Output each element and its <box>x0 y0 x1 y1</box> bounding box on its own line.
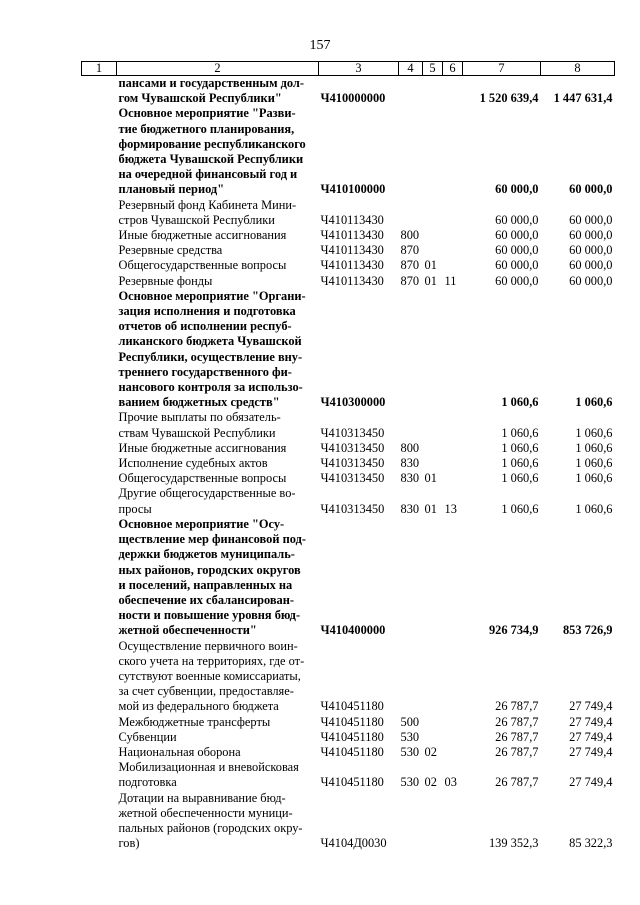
row-value-2022: 60 000,0 <box>495 182 539 197</box>
row-name <box>117 274 319 289</box>
page-number: 157 <box>309 38 331 53</box>
row-rz: 02 <box>424 775 437 790</box>
row-vr <box>399 791 423 852</box>
row-name-line: держки бюджетов муниципаль- <box>118 547 295 562</box>
row-pr <box>443 715 463 730</box>
row-name-line: бюджета Чувашской Республики <box>118 152 304 167</box>
table-body <box>82 62 615 852</box>
col1-cell <box>82 410 117 440</box>
row-name-line: зация исполнения и подготовка <box>118 304 296 319</box>
header-cell: 7 <box>463 62 541 76</box>
row-code: Ч410313450 <box>320 471 385 486</box>
row-name-line: и поселений, направленных на <box>118 577 293 592</box>
row-vr: 530 <box>400 775 420 790</box>
table-row <box>82 639 615 715</box>
row-value-2023: 1 060,6 <box>575 395 613 410</box>
row-value-2022: 60 000,0 <box>495 228 539 243</box>
row-pr <box>443 745 463 760</box>
row-rz: 01 <box>424 471 437 486</box>
row-vr <box>399 517 423 639</box>
row-vr: 530 <box>400 729 420 744</box>
row-vr: 500 <box>400 714 420 729</box>
row-name <box>117 715 319 730</box>
row-rz <box>423 410 443 440</box>
row-name-line: Республики, осуществление вну- <box>118 349 303 364</box>
row-value-2022: 1 060,6 <box>501 501 539 516</box>
row-vr <box>399 639 423 715</box>
row-rz <box>423 715 443 730</box>
row-pr <box>443 258 463 273</box>
row-vr: 800 <box>400 228 420 243</box>
row-name <box>117 258 319 273</box>
row-name <box>117 745 319 760</box>
row-vr: 830 <box>400 471 420 486</box>
row-name <box>117 106 319 197</box>
row-value-2022: 26 787,7 <box>495 714 539 729</box>
row-name-line: ванием бюджетных средств" <box>118 395 280 410</box>
row-name-line: сутствуют военные комиссариаты, <box>118 668 301 683</box>
row-name-line: пальных районов (городских окру- <box>118 820 303 835</box>
table-row <box>82 456 615 471</box>
row-name <box>117 730 319 745</box>
row-rz: 01 <box>424 273 437 288</box>
row-name-line: ных районов, городских округов <box>118 562 301 577</box>
row-name <box>117 243 319 258</box>
row-name <box>117 198 319 228</box>
row-name-line: Дотации на выравнивание бюд- <box>118 790 286 805</box>
row-name-line: Резервный фонд Кабинета Мини- <box>118 197 297 212</box>
table-row <box>82 76 615 107</box>
row-name <box>117 410 319 440</box>
row-name-line: отчетов об исполнении респуб- <box>118 319 292 334</box>
col1-cell <box>82 243 117 258</box>
row-name-line: ликанского бюджета Чувашской <box>118 334 302 349</box>
row-value-2023: 27 749,4 <box>569 744 613 759</box>
row-name-line: просы <box>118 501 152 516</box>
row-code: Ч410451180 <box>320 714 384 729</box>
row-name <box>117 760 319 790</box>
col1-cell <box>82 441 117 456</box>
header-cell: 1 <box>82 62 117 76</box>
row-vr: 870 <box>400 273 420 288</box>
row-name-line: Национальная оборона <box>118 744 241 759</box>
table-row <box>82 517 615 639</box>
row-name <box>117 639 319 715</box>
row-pr <box>443 243 463 258</box>
row-vr <box>399 198 423 228</box>
row-name-line: мой из федерального бюджета <box>118 699 279 714</box>
col1-cell <box>82 198 117 228</box>
header-cell: 8 <box>541 62 615 76</box>
row-name-line: Прочие выплаты по обязатель- <box>118 410 281 425</box>
row-rz: 01 <box>424 501 437 516</box>
col1-cell <box>82 760 117 790</box>
col1-cell <box>82 745 117 760</box>
row-vr <box>399 76 423 107</box>
header-cell: 4 <box>399 62 423 76</box>
row-pr <box>443 791 463 852</box>
row-rz <box>423 730 443 745</box>
table-row <box>82 228 615 243</box>
row-rz <box>423 243 443 258</box>
table-row <box>82 471 615 486</box>
row-rz <box>423 441 443 456</box>
row-name-line: тие бюджетного планирования, <box>118 121 295 136</box>
row-value-2023: 60 000,0 <box>569 182 613 197</box>
col1-cell <box>82 228 117 243</box>
row-name-line: Иные бюджетные ассигнования <box>118 228 287 243</box>
row-name-line: за счет субвенции, предоставляе- <box>118 684 294 699</box>
row-pr: 11 <box>444 273 457 288</box>
row-value-2023: 60 000,0 <box>569 243 613 258</box>
row-value-2023: 85 322,3 <box>569 836 613 851</box>
row-name-line: Резервные средства <box>118 243 223 258</box>
row-code: Ч410000000 <box>320 91 386 106</box>
row-value-2023: 853 726,9 <box>562 623 613 638</box>
row-name-line: Общегосударственные вопросы <box>118 471 287 486</box>
row-pr <box>443 410 463 440</box>
row-name-line: пансами и государственным дол- <box>118 76 304 90</box>
col1-cell <box>82 258 117 273</box>
row-rz <box>423 76 443 107</box>
row-code: Ч410113430 <box>320 243 384 258</box>
table-row <box>82 198 615 228</box>
row-name-line: Основное мероприятие "Осу- <box>118 516 285 531</box>
row-name <box>117 289 319 411</box>
row-code: Ч410313450 <box>320 501 385 516</box>
row-name-line: Резервные фонды <box>118 273 213 288</box>
row-value-2023: 27 749,4 <box>569 775 613 790</box>
row-vr: 830 <box>400 501 420 516</box>
row-value-2022: 1 060,6 <box>501 456 539 471</box>
row-pr <box>443 730 463 745</box>
row-name-line: Осуществление первичного воин- <box>118 638 298 653</box>
row-value-2022: 26 787,7 <box>495 729 539 744</box>
row-code: Ч410451180 <box>320 775 384 790</box>
row-name-line: Межбюджетные трансферты <box>118 714 271 729</box>
col1-cell <box>82 730 117 745</box>
row-value-2022: 60 000,0 <box>495 258 539 273</box>
row-name-line: Иные бюджетные ассигнования <box>118 440 287 455</box>
row-vr: 530 <box>400 744 420 759</box>
header-row <box>82 62 615 76</box>
row-value-2022: 60 000,0 <box>495 243 539 258</box>
row-code: Ч4104Д0030 <box>320 836 387 851</box>
row-name <box>117 228 319 243</box>
row-name-line: жетной обеспеченности" <box>118 623 257 638</box>
row-name-line: Другие общегосударственные во- <box>118 486 296 501</box>
budget-table <box>81 61 615 851</box>
header-cell: 3 <box>319 62 399 76</box>
row-value-2023: 1 447 631,4 <box>553 91 613 106</box>
row-code: Ч410400000 <box>320 623 386 638</box>
row-value-2023: 27 749,4 <box>569 699 613 714</box>
col1-cell <box>82 456 117 471</box>
col1-cell <box>82 274 117 289</box>
table-row <box>82 715 615 730</box>
row-rz <box>423 791 443 852</box>
row-pr <box>443 441 463 456</box>
row-name-line: ществление мер финансовой под- <box>118 532 306 547</box>
row-rz: 02 <box>424 744 437 759</box>
row-value-2023: 1 060,6 <box>575 440 613 455</box>
row-name-line: формирование республиканского <box>118 136 306 151</box>
row-pr: 03 <box>444 775 457 790</box>
table-row <box>82 745 615 760</box>
row-value-2022: 1 060,6 <box>501 425 539 440</box>
table-row <box>82 410 615 440</box>
row-name-line: плановый период" <box>118 182 225 197</box>
row-value-2022: 1 060,6 <box>501 471 539 486</box>
col1-cell <box>82 639 117 715</box>
row-value-2023: 60 000,0 <box>569 273 613 288</box>
row-name-line: Основное мероприятие "Разви- <box>118 106 296 121</box>
col1-cell <box>82 486 117 516</box>
row-value-2022: 60 000,0 <box>495 273 539 288</box>
row-code: Ч410300000 <box>320 395 386 410</box>
table-row <box>82 258 615 273</box>
row-code: Ч410113430 <box>320 258 384 273</box>
row-name-line: стров Чувашской Республики <box>118 212 275 227</box>
row-name <box>117 76 319 107</box>
row-name-line: ского учета на территориях, где от- <box>118 653 305 668</box>
table-row <box>82 289 615 411</box>
row-pr <box>443 289 463 411</box>
table-row <box>82 441 615 456</box>
row-name <box>117 441 319 456</box>
row-value-2023: 60 000,0 <box>569 228 613 243</box>
row-pr: 13 <box>444 501 457 516</box>
row-name <box>117 456 319 471</box>
row-value-2023: 1 060,6 <box>575 425 613 440</box>
row-name-line: Общегосударственные вопросы <box>118 258 287 273</box>
row-value-2023: 27 749,4 <box>569 729 613 744</box>
row-code: Ч410451180 <box>320 729 384 744</box>
row-code: Ч410113430 <box>320 273 384 288</box>
row-name-line: ствам Чувашской Республики <box>118 425 276 440</box>
row-rz <box>423 456 443 471</box>
col1-cell <box>82 517 117 639</box>
col1-cell <box>82 289 117 411</box>
row-value-2022: 26 787,7 <box>495 699 539 714</box>
row-code: Ч410113430 <box>320 212 384 227</box>
row-name-line: треннего государственного фи- <box>118 364 292 379</box>
table-row <box>82 791 615 852</box>
row-code: Ч410113430 <box>320 228 384 243</box>
row-name-line: гом Чувашской Республики" <box>118 91 282 106</box>
row-vr <box>399 410 423 440</box>
row-name-line: ности и повышение уровня бюд- <box>118 608 301 623</box>
row-pr <box>443 228 463 243</box>
table-row <box>82 274 615 289</box>
table-row <box>82 486 615 516</box>
table-row <box>82 760 615 790</box>
row-name-line: гов) <box>118 836 140 851</box>
row-name-line: нансового контроля за использо- <box>118 380 303 395</box>
row-value-2023: 60 000,0 <box>569 258 613 273</box>
col1-cell <box>82 791 117 852</box>
row-value-2022: 26 787,7 <box>495 744 539 759</box>
row-name-line: обеспечение их сбалансирован- <box>118 592 295 607</box>
row-name-line: Субвенции <box>118 729 177 744</box>
row-name <box>117 517 319 639</box>
row-code: Ч410313450 <box>320 456 385 471</box>
row-value-2023: 60 000,0 <box>569 212 613 227</box>
header-cell: 6 <box>443 62 463 76</box>
row-rz <box>423 517 443 639</box>
row-rz <box>423 106 443 197</box>
row-pr <box>443 76 463 107</box>
row-value-2022: 1 060,6 <box>501 395 539 410</box>
row-value-2022: 26 787,7 <box>495 775 539 790</box>
row-rz <box>423 639 443 715</box>
table-row <box>82 243 615 258</box>
row-name-line: Основное мероприятие "Органи- <box>118 288 306 303</box>
row-name-line: Мобилизационная и вневойсковая <box>118 760 299 775</box>
row-vr: 870 <box>400 258 420 273</box>
row-rz <box>423 289 443 411</box>
row-name <box>117 471 319 486</box>
row-name-line: подготовка <box>118 775 177 790</box>
row-rz: 01 <box>424 258 437 273</box>
header-cell: 2 <box>117 62 319 76</box>
row-name-line: на очередной финансовый год и <box>118 167 298 182</box>
row-value-2023: 1 060,6 <box>575 456 613 471</box>
table-row <box>82 106 615 197</box>
row-name-line: жетной обеспеченности муници- <box>118 805 293 820</box>
row-value-2022: 1 060,6 <box>501 440 539 455</box>
row-code: Ч410313450 <box>320 425 385 440</box>
row-name <box>117 791 319 852</box>
row-value-2022: 139 352,3 <box>488 836 539 851</box>
col1-cell <box>82 106 117 197</box>
row-value-2023: 1 060,6 <box>575 501 613 516</box>
row-pr <box>443 639 463 715</box>
row-name-line: Исполнение судебных актов <box>118 456 268 471</box>
row-vr <box>399 106 423 197</box>
row-code: Ч410100000 <box>320 182 386 197</box>
row-value-2023: 1 060,6 <box>575 471 613 486</box>
row-code: Ч410313450 <box>320 440 385 455</box>
row-pr <box>443 517 463 639</box>
row-value-2023: 27 749,4 <box>569 714 613 729</box>
table-row <box>82 730 615 745</box>
row-vr: 870 <box>400 243 420 258</box>
row-value-2022: 1 520 639,4 <box>479 91 539 106</box>
row-vr: 830 <box>400 456 420 471</box>
row-pr <box>443 198 463 228</box>
row-rz <box>423 228 443 243</box>
row-rz <box>423 198 443 228</box>
row-code: Ч410451180 <box>320 699 384 714</box>
row-pr <box>443 456 463 471</box>
row-code: Ч410451180 <box>320 744 384 759</box>
row-pr <box>443 471 463 486</box>
col1-cell <box>82 715 117 730</box>
row-value-2022: 60 000,0 <box>495 212 539 227</box>
header-cell: 5 <box>423 62 443 76</box>
row-value-2022: 926 734,9 <box>488 623 539 638</box>
col1-cell <box>82 471 117 486</box>
row-pr <box>443 106 463 197</box>
row-vr <box>399 289 423 411</box>
row-vr: 800 <box>400 440 420 455</box>
col1-cell <box>82 76 117 107</box>
row-name <box>117 486 319 516</box>
